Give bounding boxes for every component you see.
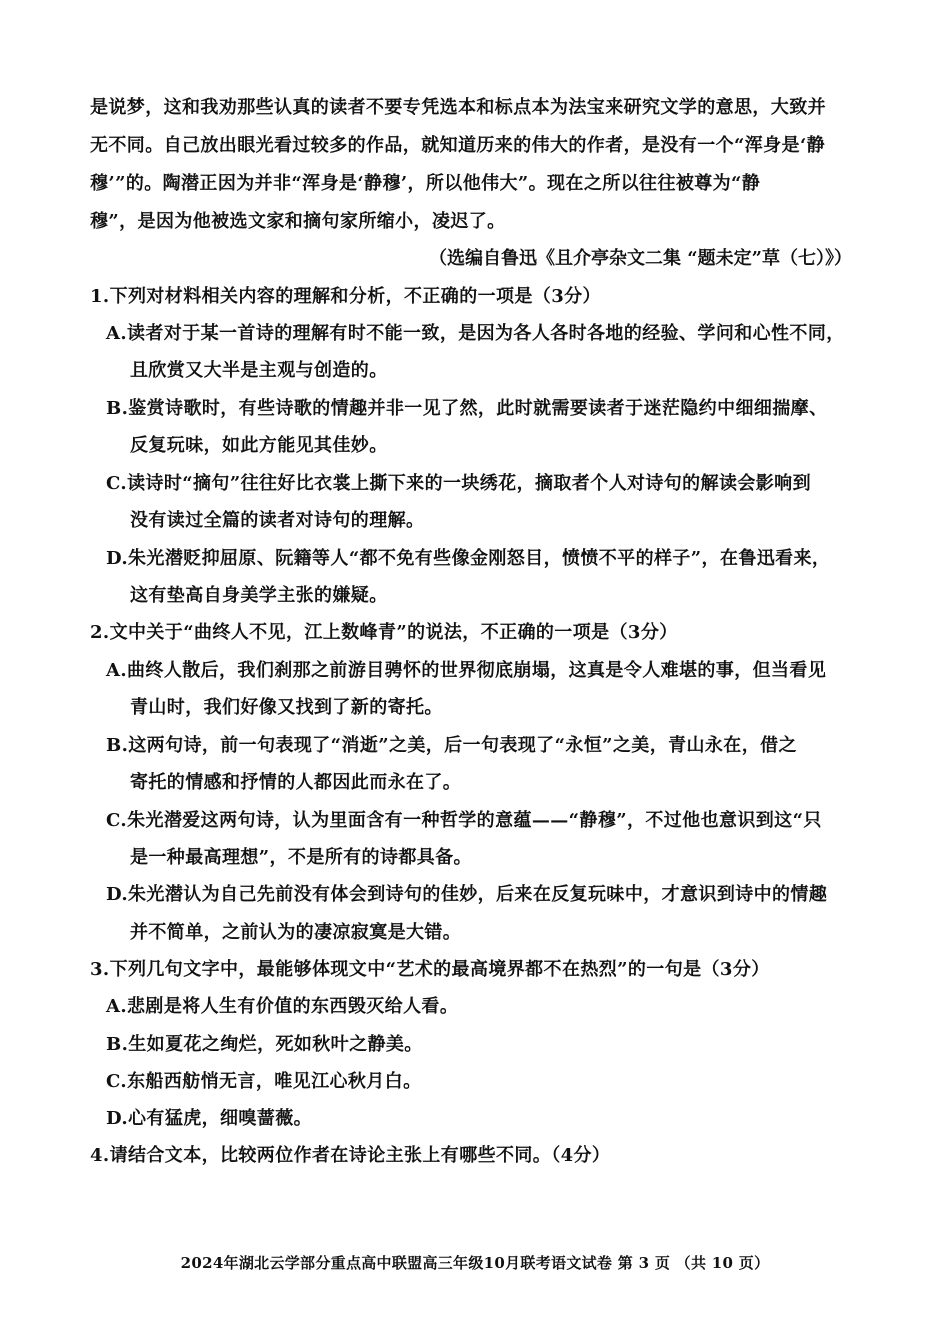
question-2-option-c-line-2: 是一种最高理想”，不是所有的诗都具备。	[130, 847, 472, 868]
question-3-option-d: D.心有猛虎，细嗅蔷薇。	[106, 1108, 313, 1129]
question-2-option-d-line-2: 并不简单，之前认为的凄凉寂寞是大错。	[130, 922, 462, 943]
question-1-option-d-line-1: D.朱光潜贬抑屈原、阮籍等人“都不免有些像金刚怒目，愤愤不平的样子”，在鲁迅看来，	[106, 548, 831, 569]
question-2-stem: 2.文中关于“曲终人不见，江上数峰青”的说法，不正确的一项是（3分）	[90, 622, 678, 643]
page-footer: 2024年湖北云学部分重点高中联盟高三年级10月联考语文试卷 第 3 页 （共 10 页）	[180, 1254, 770, 1272]
question-2-option-d-line-1: D.朱光潜认为自己先前没有体会到诗句的佳妙，后来在反复玩味中，才意识到诗中的情趣	[106, 884, 828, 905]
question-1-option-a-line-2: 且欣赏又大半是主观与创造的。	[130, 360, 388, 381]
question-1-option-c-line-1: C.读诗时“摘句”往往好比衣裳上撕下来的一块绣花，摘取者个人对诗句的解读会影响到	[106, 473, 811, 494]
passage-line-4: 穆”，是因为他被选文家和摘句家所缩小，凌迟了。	[90, 211, 506, 232]
question-3-stem: 3.下列几句文字中，最能够体现文中“艺术的最高境界都不在热烈”的一句是（3分）	[90, 959, 770, 980]
question-2-option-c-line-1: C.朱光潜爱这两句诗，认为里面含有一种哲学的意蕴——“静穆”，不过他也意识到这“只	[106, 810, 822, 831]
question-4-stem: 4.请结合文本，比较两位作者在诗论主张上有哪些不同。（4分）	[90, 1145, 611, 1166]
question-1-option-b-line-2: 反复玩味，如此方能见其佳妙。	[130, 435, 388, 456]
question-1-stem: 1.下列对材料相关内容的理解和分析，不正确的一项是（3分）	[90, 286, 601, 307]
question-1-option-d-line-2: 这有垫高自身美学主张的嫌疑。	[130, 585, 388, 606]
question-2-option-a-line-1: A.曲终人散后，我们刹那之前游目骋怀的世界彻底崩塌，这真是令人难堪的事，但当看见	[106, 660, 827, 681]
passage-line-2: 无不同。自己放出眼光看过较多的作品，就知道历来的伟大的作者，是没有一个“浑身是‘静	[90, 135, 826, 156]
question-1-option-c-line-2: 没有读过全篇的读者对诗句的理解。	[130, 510, 425, 531]
passage-line-1: 是说梦，这和我劝那些认真的读者不要专凭选本和标点本为法宝来研究文学的意思，大致并	[90, 97, 826, 118]
question-3-option-a: A.悲剧是将人生有价值的东西毁灭给人看。	[106, 996, 459, 1017]
question-2-option-b-line-1: B.这两句诗，前一句表现了“消逝”之美，后一句表现了“永恒”之美，青山永在，借之	[106, 735, 797, 756]
question-3-option-b: B.生如夏花之绚烂，死如秋叶之静美。	[106, 1034, 423, 1055]
question-1-option-a-line-1: A.读者对于某一首诗的理解有时不能一致，是因为各人各时各地的经验、学问和心性不同，	[106, 323, 845, 344]
question-2-option-b-line-2: 寄托的情感和抒情的人都因此而永在了。	[130, 772, 462, 793]
question-3-option-c: C.东船西舫悄无言，唯见江心秋月白。	[106, 1071, 422, 1092]
question-1-option-b-line-1: B.鉴赏诗歌时，有些诗歌的情趣并非一见了然，此时就需要读者于迷茫隐约中细细揣摩、	[106, 398, 828, 419]
question-2-option-a-line-2: 青山时，我们好像又找到了新的寄托。	[130, 697, 443, 718]
passage-line-3: 穆’”的。陶潜正因为并非“浑身是‘静穆’，所以他伟大”。现在之所以往往被尊为“静	[90, 173, 761, 194]
passage-source: （选编自鲁迅《且介亭杂文二集 “题未定”草（七）》）	[429, 248, 852, 269]
